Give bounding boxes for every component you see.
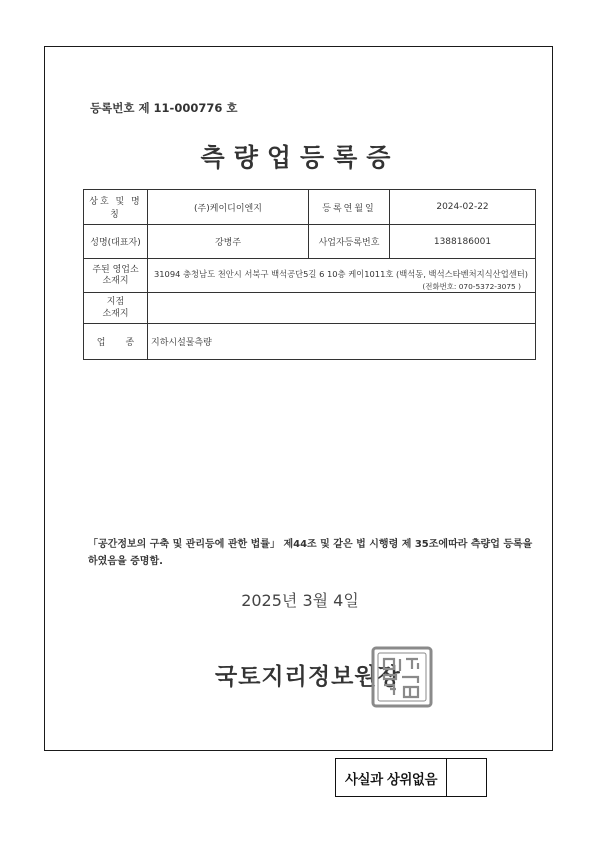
company-name-label: 상호 및 명칭: [84, 190, 148, 225]
certification-statement: 「공간정보의 구축 및 관리등에 관한 법률」 제44조 및 같은 법 시행령 제 35조에따라 측량업 등록을 하였음을 증명함.: [88, 539, 533, 567]
official-seal-icon: [370, 645, 434, 709]
registration-info-table: [83, 189, 536, 360]
registration-date-value: 2024-02-22: [390, 190, 536, 225]
registration-date-label: 등록연월일: [309, 190, 390, 225]
issuer-name: 국토지리정보원장: [215, 664, 401, 690]
table-row: [84, 293, 536, 324]
business-number-value: 1388186001: [390, 225, 536, 259]
branch-office-value: [148, 293, 536, 324]
business-type-value: 지하시설물측량: [148, 324, 536, 360]
main-office-phone: (전화번호: 070-5372-3075 ): [422, 282, 521, 291]
registration-number: 등록번호 제 11-000776 호: [90, 101, 238, 115]
main-office-label: 주된 영업소 소재지: [84, 259, 148, 293]
branch-office-label: 지점 소재지: [84, 293, 148, 324]
issue-date: 2025년 3월 4일: [241, 591, 359, 610]
table-row: [84, 225, 536, 259]
company-name-value: (주)케이디이엔지: [148, 190, 309, 225]
verification-text: 사실과 상위없음: [336, 759, 447, 796]
verification-blank-cell: [447, 759, 486, 796]
table-row: [84, 324, 536, 360]
representative-label: 성명(대표자): [84, 225, 148, 259]
table-row: [84, 259, 536, 293]
table-row: [84, 190, 536, 225]
business-number-label: 사업자등록번호: [309, 225, 390, 259]
document-title: 측량업등록증: [200, 143, 400, 172]
verification-stamp-box: [335, 758, 487, 797]
main-office-cell: [148, 259, 536, 293]
representative-value: 강병주: [148, 225, 309, 259]
business-type-label: 업 종: [84, 324, 148, 360]
main-office-address: 31094 충청남도 천안시 서북구 백석공단5길 6 10층 케이1011호 (백석동, 백석스타벤처지식산업센터): [154, 269, 528, 279]
